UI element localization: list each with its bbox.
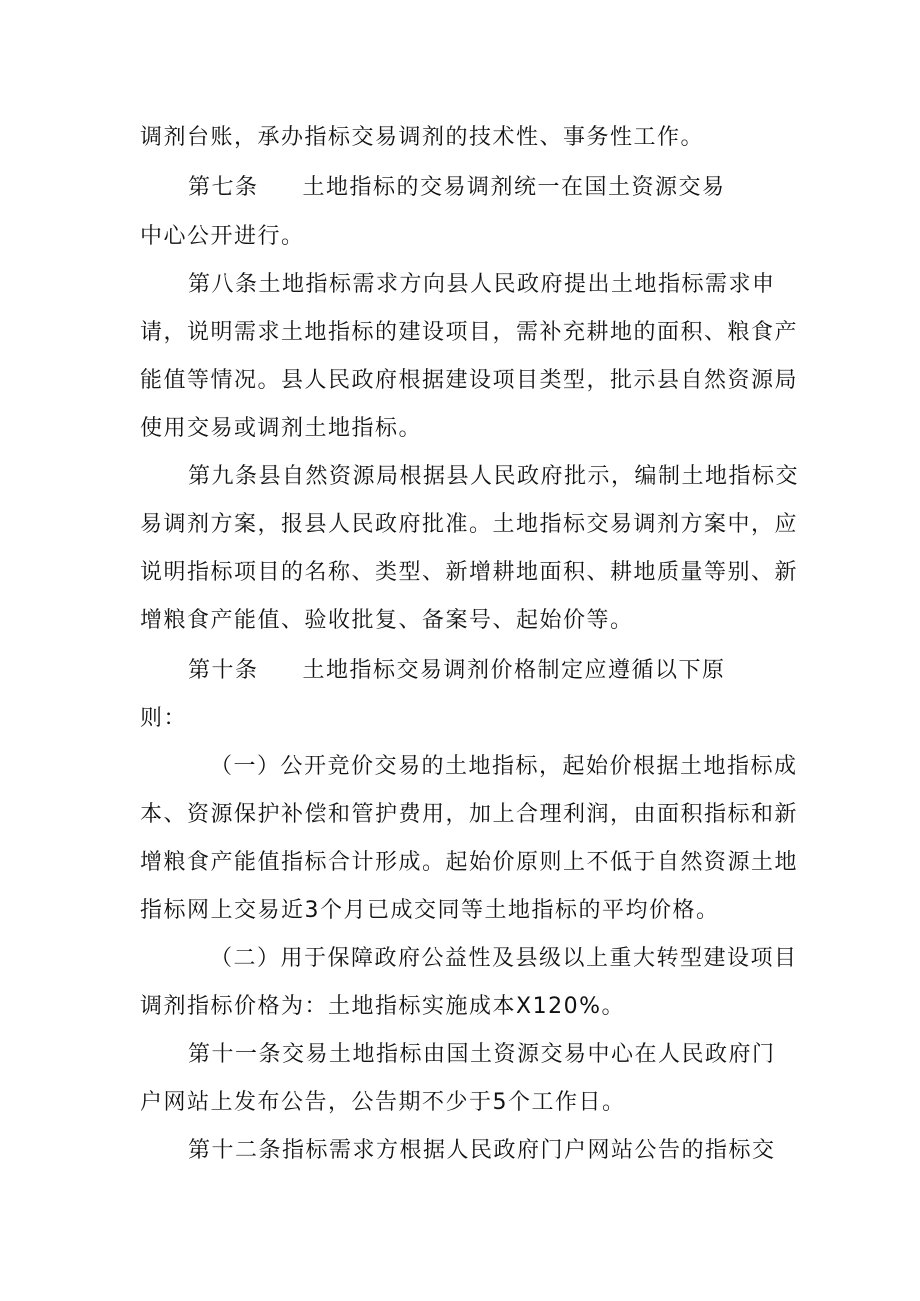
line-text: 说明指标项目的名称、类型、新增耕地面积、耕地质量等别、新 (140, 560, 799, 585)
line-text: （二）用于保障政府公益性及县级以上重大转型建设项目 (210, 946, 798, 971)
line-text: 则： (140, 706, 188, 731)
line-text: 增粮食产能值指标合计形成。起始价原则上不低于自然资源土地 (140, 850, 799, 875)
article-heading: 第十条 (188, 658, 259, 683)
line-text: 调剂台账，承办指标交易调剂的技术性、事务性工作。 (140, 125, 705, 150)
paragraph-line (188, 462, 799, 492)
paragraph-line (140, 848, 798, 878)
line-text: 能值等情况。县人民政府根据建设项目类型，批示县自然资源局 (140, 368, 799, 393)
paragraph-line (140, 704, 187, 734)
paragraph-line (140, 1088, 626, 1118)
line-text: 增粮食产能值、验收批复、备案号、起始价等。 (140, 608, 634, 633)
line-text: 指标网上交易近3个月已成交同等土地指标的平均价格。 (140, 898, 720, 923)
article-7-line (188, 173, 726, 203)
line-text: 易调剂方案，报县人民政府批准。土地指标交易调剂方案中，应 (140, 512, 799, 537)
paragraph-line (140, 800, 798, 830)
paragraph-line (140, 510, 798, 540)
paragraph-line (140, 414, 422, 444)
paragraph-line (140, 318, 798, 348)
line-text: 调剂指标价格为：土地指标实施成本X120%。 (140, 994, 625, 1019)
line-text: 使用交易或调剂土地指标。 (140, 416, 423, 441)
line-text: 第八条土地指标需求方向县人民政府提出土地指标需求申 (188, 272, 776, 297)
paragraph-line (210, 752, 798, 782)
paragraph-line (188, 270, 776, 300)
line-text: 户网站上发布公告，公告期不少于5个工作日。 (140, 1090, 626, 1115)
article-heading: 第七条 (188, 175, 259, 200)
line-text: 本、资源保护补偿和管护费用，加上合理利润，由面积指标和新 (140, 802, 799, 827)
line-text: 中心公开进行。 (140, 224, 305, 249)
paragraph-line (188, 1136, 776, 1166)
paragraph-line (140, 992, 625, 1022)
line-text: （一）公开竞价交易的土地指标，起始价根据土地指标成 (210, 754, 798, 779)
line-text: 第九条县自然资源局根据县人民政府批示，编制土地指标交 (188, 464, 800, 489)
article-10-line (188, 656, 726, 686)
line-text: 土地指标的交易调剂统一在国土资源交易 (302, 175, 726, 200)
paragraph-line (140, 366, 798, 396)
line-text: 第十一条交易土地指标由国土资源交易中心在人民政府门 (188, 1042, 776, 1067)
paragraph-line (140, 558, 798, 588)
paragraph-line (188, 1040, 776, 1070)
paragraph-line (140, 222, 305, 252)
paragraph-line (140, 606, 634, 636)
line-text: 土地指标交易调剂价格制定应遵循以下原 (302, 658, 726, 683)
paragraph-line (140, 123, 704, 153)
line-text: 请，说明需求土地指标的建设项目，需补充耕地的面积、粮食产 (140, 320, 799, 345)
line-text: 第十二条指标需求方根据人民政府门户网站公告的指标交 (188, 1138, 776, 1163)
paragraph-line (210, 944, 798, 974)
paragraph-line (140, 896, 720, 926)
